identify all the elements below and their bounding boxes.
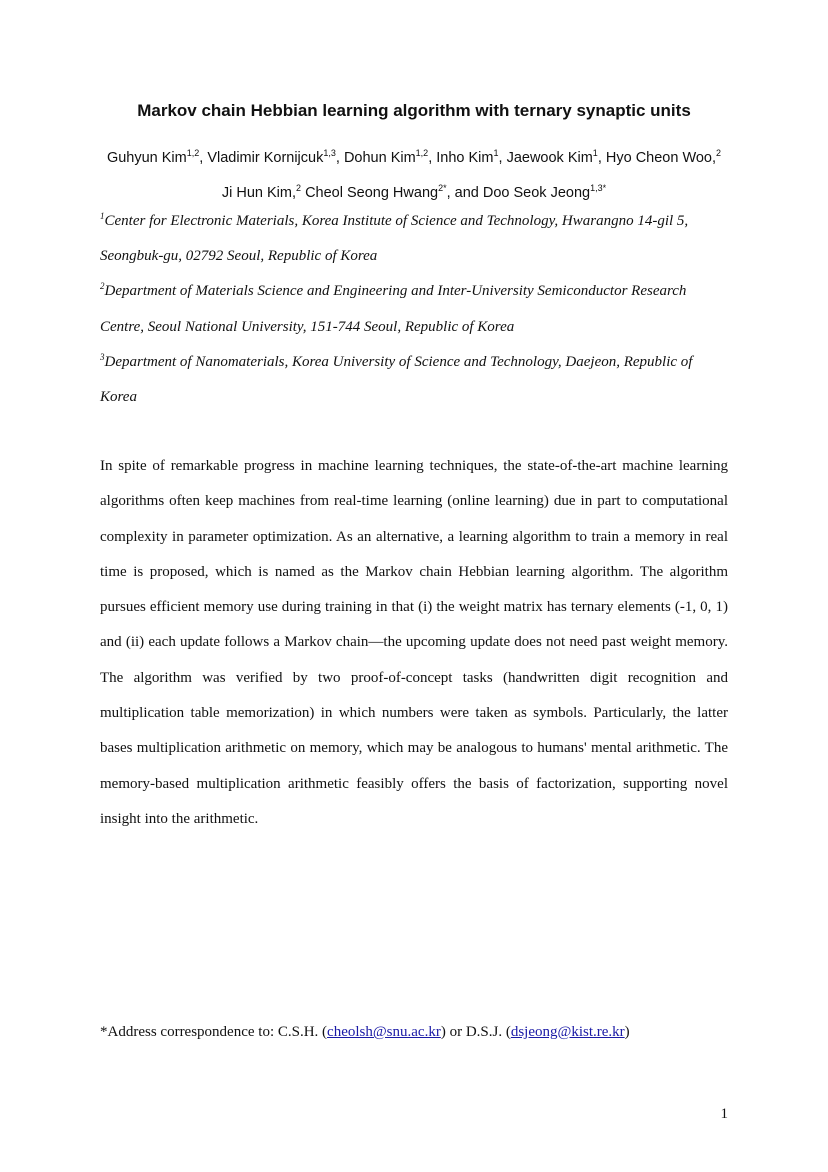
author [483,185,606,201]
author-name: Dohun Kim [343,150,416,166]
author-affiliation-mark: 1,2 [415,148,429,158]
author-list [100,141,728,211]
author-name: Inho Kim [436,150,494,166]
affiliation [100,345,728,415]
correspondence-middle: ) or D.S.J. ( [440,1024,511,1040]
affiliation-text: Department of Nanomaterials, Korea University of Science and Technology, Daejeon, Republic of Korea [100,353,693,406]
author-separator: , [199,150,208,166]
author [107,150,207,166]
author-separator: , [498,150,507,166]
author-separator: , [597,150,606,166]
author [222,185,305,201]
author [344,150,436,166]
author [207,150,344,166]
author-affiliation-mark: 2* [438,183,447,193]
author-affiliation-mark: 2 [716,148,722,158]
author-separator: , and [446,185,483,201]
affiliation-text: Department of Materials Science and Engineering and Inter-University Semiconductor Research Centre, Seoul National University, 151-744 Seoul, Republic of Korea [100,283,687,335]
author-name: Doo Seok Jeong [482,185,591,201]
author [606,150,721,166]
page-number: 1 [720,1106,728,1122]
author [436,150,506,166]
author-name: Vladimir Kornijcuk [207,150,324,166]
correspondence-suffix: ) [624,1024,630,1040]
author [305,185,483,201]
email-link-dsjeong[interactable]: dsjeong@kist.re.kr [510,1024,625,1040]
affiliation-mark: 1 [100,211,105,221]
author-name: Guhyun Kim [106,150,187,166]
author-affiliation-mark: 2 [296,183,302,193]
author [507,150,606,166]
correspondence-note [100,1021,728,1043]
affiliation-mark: 2 [100,281,105,292]
author-name: Jaewook Kim [506,150,593,166]
affiliation-text: Center for Electronic Materials, Korea Institute of Science and Technology, Hwarangno 14-gil 5, Seongbuk-gu, 02792 Seoul, Republic of Korea [100,213,689,265]
author-name: Ji Hun Kim, [221,185,297,201]
author-affiliation-mark: 1 [493,148,499,158]
author-affiliation-mark: 1,3* [590,183,607,193]
paper-title: Markov chain Hebbian learning algorithm with ternary synaptic units [137,101,691,120]
affiliation [100,204,728,274]
author-affiliation-mark: 1,2 [186,148,200,158]
correspondence-prefix: *Address correspondence to: C.S.H. ( [100,1024,328,1040]
author-affiliation-mark: 1,3 [323,148,336,158]
author-affiliation-mark: 1 [592,148,598,158]
email-link-cheolsh[interactable]: cheolsh@snu.ac.kr [327,1024,441,1040]
author-separator: , [335,150,344,166]
affiliation [100,274,728,344]
author-separator: , [428,150,437,166]
author-name: Hyo Cheon Woo, [605,150,717,166]
abstract-paragraph: In spite of remarkable progress in machine learning techniques, the state-of-the-art machine learning algorithms often keep machines from real-time learning (online learning) due in part to computational complexity in parameter optimization. As an alternative, a learning algorithm to train a memory in real time is proposed, which is named as the Markov chain Hebbian learning algorithm. The algorithm pursues efficient memory use during training in that (i) the weight matrix has ternary elements (-1, 0, 1) and (ii) each update follows a Markov chain—the upcoming update does not need past weight memory. The algorithm was verified by two proof-of-concept tasks (handwritten digit recognition and multiplication table memorization) in which numbers were taken as symbols. Particularly, the latter bases multiplication arithmetic on memory, which may be analogous to humans' mental arithmetic. The memory-based multiplication arithmetic feasibly offers the basis of factorization, supporting novel insight into the arithmetic. [100,458,728,827]
affiliation-mark: 3 [100,351,105,362]
author-name: Cheol Seong Hwang [305,185,439,201]
affiliation-list [100,204,728,415]
